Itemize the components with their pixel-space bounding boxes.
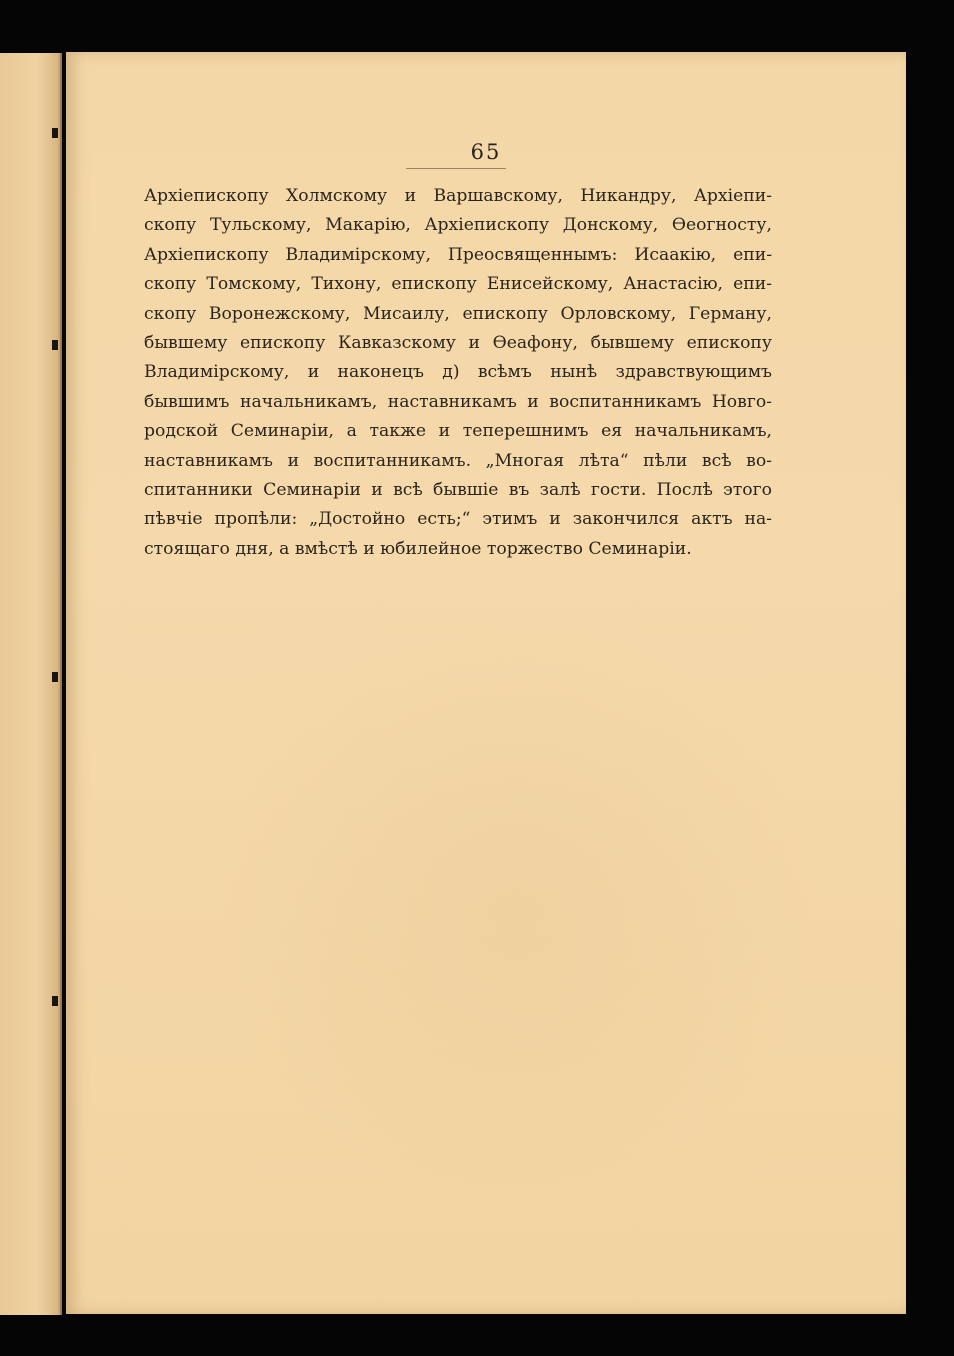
left-page-margin: [0, 53, 62, 1315]
text-line: пѣвчіе пропѣли: „Достойно есть;“ этимъ и закончился актъ на-: [144, 509, 772, 530]
binding-mark: [52, 672, 58, 682]
binding-mark: [52, 340, 58, 350]
text-line-last: стоящаго дня, а вмѣстѣ и юбилейное торжество Семинаріи.: [144, 538, 692, 559]
text-line: родской Семинаріи, а также и теперешнимъ ея начальникамъ,: [144, 421, 772, 442]
text-line: бывшимъ начальникамъ, наставникамъ и воспитанникамъ Новго-: [144, 391, 772, 412]
binding-mark: [52, 996, 58, 1006]
document-page: [66, 52, 906, 1314]
text-line: спитанники Семинаріи и всѣ бывшіе въ залѣ гости. Послѣ этого: [144, 479, 772, 500]
binding-mark: [52, 128, 58, 138]
text-line: наставникамъ и воспитанникамъ. „Многая лѣта“ пѣли всѣ во-: [144, 450, 772, 471]
text-line: скопу Томскому, Тихону, епископу Енисейскому, Анастасію, епи-: [144, 274, 772, 295]
text-line: Владимірскому, и наконецъ д) всѣмъ нынѣ здравствующимъ: [144, 362, 772, 383]
text-line: скопу Тульскому, Макарію, Архіепископу Донскому, Өеогносту,: [144, 215, 772, 236]
page-gutter-edge: [60, 53, 62, 1315]
text-line: Архіепископу Холмскому и Варшавскому, Никандру, Архіепи-: [144, 186, 772, 206]
paper-stain: [216, 612, 816, 1212]
body-text: [144, 182, 772, 564]
text-line: Архіепископу Владимірскому, Преосвященнымъ: Исаакію, епи-: [144, 244, 772, 265]
page-number-rule: [406, 168, 506, 169]
page-number: 65: [470, 140, 502, 164]
text-line: скопу Воронежскому, Мисаилу, епископу Орловскому, Герману,: [144, 303, 772, 324]
text-line: бывшему епископу Кавказскому и Өеафону, бывшему епископу: [144, 332, 772, 353]
